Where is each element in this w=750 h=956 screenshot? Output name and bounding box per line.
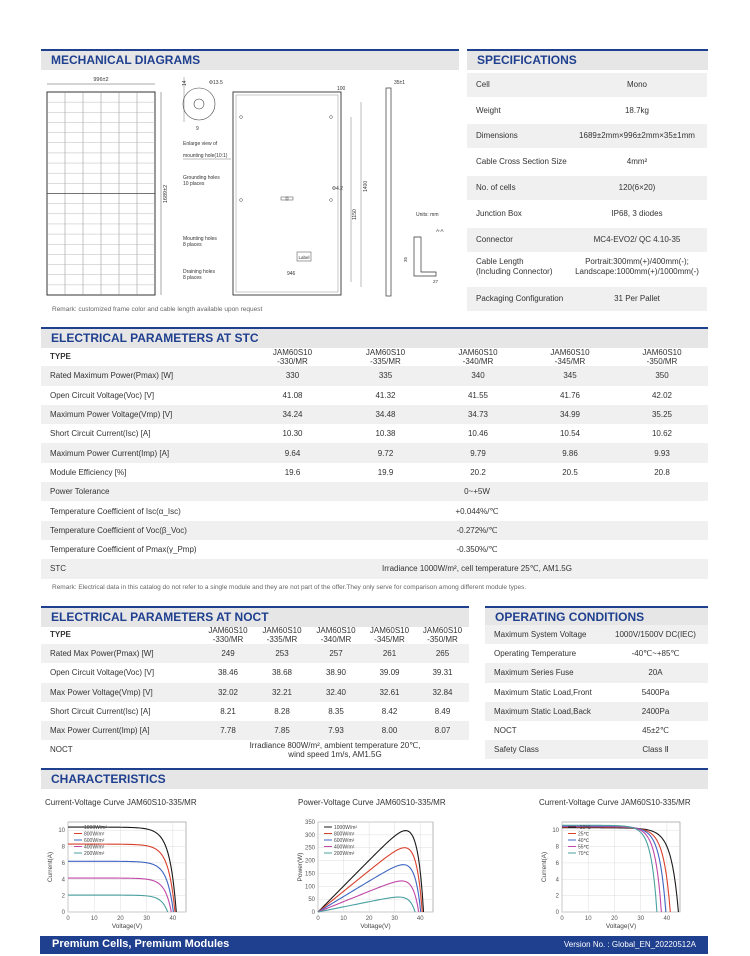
row-label: NOCT <box>50 745 73 755</box>
draining-label: Draining holes <box>183 269 215 275</box>
spec-key: Connector <box>476 235 513 244</box>
iv-temp-chart-title: Current-Voltage Curve JAM60S10-335/MR <box>539 798 691 807</box>
row-value: 9.72 <box>339 443 432 462</box>
row-label: Maximum Power Current(Imp) [A] <box>41 443 246 462</box>
x-tick-label: 30 <box>143 916 151 922</box>
model-header <box>524 347 616 366</box>
span-line: Irradiance 1000W/m², cell temperature 25℃, AM1.5G <box>382 564 572 574</box>
legend-label: 200W/m² <box>334 851 355 857</box>
row-label: Open Circuit Voltage(Voc) [V] <box>50 668 155 678</box>
x-tick-label: 40 <box>663 916 671 922</box>
row-value: 39.09 <box>379 668 400 678</box>
row-value: 345 <box>524 366 616 385</box>
op-value: Class Ⅱ <box>603 740 708 759</box>
row-label: Max Power Voltage(Vmp) [V] <box>41 683 201 702</box>
y-tick-label: 350 <box>304 820 315 826</box>
legend-label: 800W/m² <box>84 831 105 838</box>
op-key: Maximum Series Fuse <box>485 663 603 682</box>
dim-1150: 1150 <box>352 209 358 220</box>
row-value: 32.61 <box>363 683 416 702</box>
hole-dim-c: 9 <box>196 126 199 132</box>
op-value: 1000V/1500V DC(IEC) <box>603 625 708 644</box>
stc-table <box>41 347 708 579</box>
span-line: -0.350%/℃ <box>456 545 498 555</box>
side-profile <box>386 80 444 296</box>
row-span-value <box>246 501 708 520</box>
table-header-row <box>41 347 708 366</box>
spec-row <box>467 202 707 226</box>
model-name: JAM60S10 <box>208 625 248 635</box>
width-dimension: 996±2 <box>93 77 109 83</box>
grounding-count: 10 places <box>183 181 205 187</box>
spec-value-sub: Landscape:1000mm(+)/1000mm(-) <box>575 267 699 276</box>
spec-key: Packaging Configuration <box>476 294 564 303</box>
mechanical-remark: Remark: customized frame color and cable length available upon request <box>52 306 263 313</box>
row-value: 265 <box>416 644 469 663</box>
y-tick-label: 8 <box>555 844 559 851</box>
row-value: 9.79 <box>432 443 524 462</box>
row-value: 34.24 <box>246 405 339 424</box>
dim-27: 27 <box>433 279 439 284</box>
module-back-view <box>233 86 369 295</box>
op-value: 2400Pa <box>603 702 708 721</box>
row-value: 34.73 <box>432 405 524 424</box>
spec-row <box>467 124 707 148</box>
row-value: 10.54 <box>559 429 581 439</box>
op-row <box>485 644 708 663</box>
row-value: 19.9 <box>377 467 394 477</box>
draining-count: 8 places <box>183 275 202 281</box>
span-line: 0~+5W <box>464 487 490 497</box>
model-name: JAM60S10 <box>422 625 463 635</box>
spec-value: 18.7kg <box>624 106 650 115</box>
y-tick-label: 250 <box>304 845 315 852</box>
legend-label: 600W/m² <box>84 838 105 844</box>
spec-value: 1689±2mm×996±2mm×35±1mm <box>579 131 695 140</box>
pv-chart-title: Power-Voltage Curve JAM60S10-335/MR <box>298 798 446 807</box>
x-tick-label: 20 <box>365 916 373 922</box>
y-tick-label: 0 <box>311 910 315 916</box>
span-line: -0.272%/℃ <box>456 525 498 535</box>
op-key: Maximum System Voltage <box>485 625 603 644</box>
spec-key: Weight <box>476 106 501 115</box>
type-label: TYPE <box>50 630 71 640</box>
spec-row <box>467 228 707 252</box>
table-row <box>41 521 708 540</box>
row-value: 41.08 <box>282 390 303 400</box>
row-value: 8.28 <box>274 706 290 716</box>
noct-heading: ELECTRICAL PARAMETERS AT NOCT <box>41 606 469 627</box>
y-tick-label: 100 <box>304 884 315 891</box>
spec-key-sub: (Including Connector) <box>476 267 553 276</box>
y-tick-label: 0 <box>555 910 559 916</box>
row-value: 19.6 <box>284 467 301 477</box>
x-tick-label: 0 <box>66 916 70 922</box>
x-tick-label: 20 <box>117 916 124 922</box>
row-value: 10.30 <box>282 429 303 439</box>
row-value: 7.93 <box>309 721 363 740</box>
model-header <box>432 347 524 366</box>
table-row <box>41 559 708 578</box>
row-value: 32.02 <box>201 683 255 702</box>
model-header <box>309 625 363 644</box>
op-key: Operating Temperature <box>494 649 577 659</box>
row-value: 41.76 <box>559 390 581 400</box>
table-row <box>41 482 708 501</box>
row-value: 41.32 <box>375 390 396 400</box>
table-row <box>41 540 708 559</box>
row-label: Temperature Coefficient of Voc(β_Voc) <box>41 521 246 540</box>
y-tick-label: 10 <box>552 828 559 835</box>
model-suffix: -350/MR <box>427 634 458 644</box>
mechanical-diagrams-heading: MECHANICAL DIAGRAMS <box>41 49 459 70</box>
row-value: 253 <box>255 644 309 663</box>
row-value: 249 <box>201 644 255 663</box>
x-axis-label: Voltage(V) <box>111 923 143 930</box>
table-row <box>41 501 708 520</box>
model-name: JAM60S10 <box>365 347 406 357</box>
spec-key: Dimensions <box>476 131 518 140</box>
row-value: 20.2 <box>470 467 486 477</box>
spec-row <box>467 287 707 311</box>
y-axis-label: Power(W) <box>297 852 304 882</box>
mounting-hole-detail <box>182 77 231 281</box>
dim-phi42: Φ4.2 <box>332 186 343 192</box>
y-tick-label: 4 <box>555 877 559 884</box>
spec-key: Junction Box <box>476 209 522 218</box>
y-tick-label: 6 <box>555 860 559 867</box>
spec-row <box>467 150 707 174</box>
table-row <box>41 683 469 702</box>
row-label: Module Efficiency [%] <box>50 467 127 477</box>
model-suffix: -345/MR <box>554 356 586 366</box>
op-value: -40℃~+85℃ <box>631 649 680 659</box>
op-value: 5400Pa <box>641 687 670 697</box>
x-tick-label: 10 <box>584 916 592 922</box>
x-axis-label: Voltage(V) <box>360 923 391 930</box>
dim-946: 946 <box>287 271 296 277</box>
y-tick-label: 4 <box>61 877 65 884</box>
table-row <box>41 386 708 405</box>
row-span-value <box>246 559 708 578</box>
model-header <box>616 347 708 366</box>
model-suffix: -345/MR <box>374 634 405 644</box>
iv-irradiance-chart <box>42 814 192 932</box>
row-value: 41.55 <box>467 390 489 400</box>
x-tick-label: 30 <box>637 916 645 922</box>
model-header <box>339 347 432 366</box>
row-label: Max Power Current(Imp) [A] <box>41 721 201 740</box>
hole-dim-b: 14 <box>182 80 188 86</box>
row-label: Power Tolerance <box>41 482 246 501</box>
model-name: JAM60S10 <box>316 625 356 635</box>
model-suffix: -330/MR <box>212 634 244 644</box>
table-row <box>41 405 708 424</box>
iv-temperature-chart <box>530 814 690 932</box>
model-header <box>363 625 416 644</box>
stc-remark: Remark: Electrical data in this catalog do not refer to a single module and they are not part of the offer.They only serve for comparison among different module types. <box>52 584 527 591</box>
spec-key: Cable Cross Section Size <box>476 157 567 166</box>
op-row <box>485 721 708 740</box>
footer-bar <box>40 936 708 954</box>
y-tick-label: 200 <box>304 858 315 865</box>
legend-label: 200W/m² <box>84 851 105 857</box>
characteristics-heading: CHARACTERISTICS <box>41 768 708 789</box>
footer-version: Version No. : Global_EN_20220512A <box>563 940 696 949</box>
row-label: Short Circuit Current(Isc) [A] <box>50 706 151 716</box>
row-value: 8.35 <box>328 706 344 716</box>
row-span-value <box>201 740 469 759</box>
pv-irradiance-chart <box>285 814 440 932</box>
row-value: 20.5 <box>562 467 578 477</box>
enlarge-label: Enlarge view of <box>183 141 218 147</box>
spec-value: Mono <box>626 80 647 89</box>
row-label: Short Circuit Current(Isc) [A] <box>50 429 151 439</box>
noct-table <box>41 625 469 759</box>
row-value: 261 <box>363 644 416 663</box>
table-row <box>41 721 469 740</box>
dim-35b: 35 <box>403 256 408 262</box>
legend-label: 25℃ <box>578 831 590 838</box>
row-label: Maximum Power Voltage(Vmp) [V] <box>41 405 246 424</box>
spec-value: IP68, 3 diodes <box>611 209 663 218</box>
model-name: JAM60S10 <box>458 347 498 357</box>
span-line: +0.044%/℃ <box>455 506 499 516</box>
stc-heading: ELECTRICAL PARAMETERS AT STC <box>41 327 708 348</box>
mounting-count: 8 places <box>183 242 202 248</box>
spec-row <box>467 73 707 97</box>
row-label: Rated Maximum Power(Pmax) [W] <box>41 366 246 385</box>
legend-label: 40℃ <box>578 838 590 844</box>
row-label: Open Circuit Voltage(Voc) [V] <box>50 390 155 400</box>
row-value: 8.07 <box>416 721 469 740</box>
units-label: Units: mm <box>416 212 439 218</box>
spec-key: No. of cells <box>476 183 516 192</box>
y-tick-label: 0 <box>61 910 65 916</box>
row-value: 10.46 <box>467 429 489 439</box>
table-row <box>41 424 708 443</box>
y-axis-label: Current(A) <box>47 851 54 883</box>
dim-1400: 1400 <box>363 180 369 192</box>
row-value: 35.25 <box>616 405 708 424</box>
row-value: 257 <box>309 644 363 663</box>
y-tick-label: 300 <box>304 832 315 839</box>
x-axis-label: Voltage(V) <box>605 923 637 930</box>
spec-row <box>467 254 707 284</box>
model-suffix: -335/MR <box>370 356 401 366</box>
spec-key: Cell <box>476 80 490 89</box>
op-key: Maximum Static Load,Back <box>485 702 603 721</box>
row-value: 10.38 <box>375 429 396 439</box>
row-value: 7.78 <box>201 721 255 740</box>
row-value: 9.64 <box>246 443 339 462</box>
row-value: 32.21 <box>255 683 309 702</box>
row-value: 9.93 <box>616 443 708 462</box>
row-value: 350 <box>616 366 708 385</box>
height-dimension: 1689±2 <box>163 184 169 204</box>
table-row <box>41 366 708 385</box>
table-row <box>41 443 708 462</box>
row-value: 9.86 <box>524 443 616 462</box>
y-tick-label: 2 <box>61 893 65 900</box>
hole-dim-a: Φ13.5 <box>209 80 223 86</box>
x-tick-label: 40 <box>416 916 424 922</box>
row-value: 340 <box>432 366 524 385</box>
legend-label: 1000W/m² <box>84 825 108 831</box>
model-header <box>416 625 469 644</box>
y-tick-label: 2 <box>555 893 559 900</box>
row-value: 34.48 <box>339 405 432 424</box>
aa-label: A-A <box>436 228 444 233</box>
model-name: JAM60S10 <box>262 625 302 635</box>
legend-label: 400W/m² <box>334 844 355 851</box>
module-front-view <box>47 77 169 295</box>
row-value: 8.49 <box>434 706 451 716</box>
row-value: 32.84 <box>416 683 469 702</box>
y-tick-label: 150 <box>304 871 315 878</box>
row-label: Temperature Coefficient of Pmax(γ_Pmp) <box>50 545 197 555</box>
x-tick-label: 30 <box>391 916 399 922</box>
span-line-2: wind speed 1m/s, AM1.5G <box>288 749 382 759</box>
op-key: NOCT <box>494 726 517 736</box>
row-value: 38.46 <box>217 668 239 678</box>
y-axis-label: Current(A) <box>541 851 548 883</box>
op-key: Safety Class <box>485 740 603 759</box>
span-line: Irradiance 800W/m², ambient temperature 20℃, <box>249 740 421 750</box>
model-suffix: -340/MR <box>320 634 352 644</box>
table-row <box>41 740 469 759</box>
model-suffix: -335/MR <box>266 634 298 644</box>
table-row <box>41 702 469 721</box>
mechanical-drawing <box>41 72 459 304</box>
row-value: 8.21 <box>220 706 236 716</box>
op-row <box>485 702 708 721</box>
model-header <box>201 625 255 644</box>
row-value: 10.62 <box>651 429 673 439</box>
y-tick-label: 10 <box>58 828 65 835</box>
mounting-hole-label: mounting hole(10:1) <box>183 153 228 159</box>
table-row <box>41 463 708 482</box>
model-name: JAM60S10 <box>272 347 313 357</box>
model-name: JAM60S10 <box>550 347 590 357</box>
y-tick-label: 8 <box>61 844 65 851</box>
row-value: 7.85 <box>255 721 309 740</box>
row-label: Rated Max Power(Pmax) [W] <box>41 644 201 663</box>
legend-label: 55℃ <box>578 844 590 851</box>
op-row <box>485 663 708 682</box>
row-span-value <box>246 521 708 540</box>
spec-value: 4mm² <box>626 157 648 166</box>
model-name: JAM60S10 <box>369 625 410 635</box>
spec-key: Cable Length <box>476 257 524 266</box>
x-tick-label: 40 <box>169 916 177 922</box>
legend-label: 600W/m² <box>334 838 355 844</box>
type-label: TYPE <box>50 352 71 362</box>
model-header <box>246 347 339 366</box>
row-value: 330 <box>246 366 339 385</box>
spec-value: 31 Per Pallet <box>614 294 660 303</box>
spec-value: 120(6×20) <box>618 183 656 192</box>
x-tick-label: 0 <box>560 916 564 922</box>
y-tick-label: 50 <box>308 897 315 904</box>
model-suffix: -330/MR <box>277 356 308 366</box>
dim-100: 100 <box>337 86 346 92</box>
x-tick-label: 20 <box>611 916 618 922</box>
iv-chart-title: Current-Voltage Curve JAM60S10-335/MR <box>45 798 197 807</box>
model-suffix: -340/MR <box>462 356 494 366</box>
model-header <box>255 625 309 644</box>
table-row <box>41 644 469 663</box>
model-suffix: -350/MR <box>646 356 678 366</box>
footer-slogan: Premium Cells, Premium Modules <box>52 938 230 950</box>
op-row <box>485 625 708 644</box>
row-span-value <box>246 482 708 501</box>
row-value: 42.02 <box>651 390 673 400</box>
model-name: JAM60S10 <box>642 347 682 357</box>
row-value: 20.8 <box>654 467 670 477</box>
spec-value: Portrait:300mm(+)/400mm(-); <box>585 257 689 266</box>
op-row <box>485 740 708 759</box>
x-tick-label: 10 <box>340 916 347 922</box>
op-row <box>485 683 708 702</box>
row-label: STC <box>41 559 246 578</box>
spec-row <box>467 176 707 200</box>
row-value: 335 <box>339 366 432 385</box>
op-value: 45±2℃ <box>642 726 669 736</box>
legend-label: 800W/m² <box>334 831 355 838</box>
spec-row <box>467 99 707 123</box>
label-text: Label <box>298 255 310 260</box>
legend-label: 70℃ <box>578 851 590 857</box>
specifications-heading: SPECIFICATIONS <box>467 49 708 70</box>
operating-conditions-heading: OPERATING CONDITIONS <box>485 606 708 627</box>
legend-label: 400W/m² <box>84 844 105 851</box>
dim-35: 35±1 <box>394 80 406 86</box>
legend-label: 1000W/m² <box>334 825 358 831</box>
row-value: 39.31 <box>432 668 453 678</box>
row-value: 38.68 <box>271 668 293 678</box>
row-value: 38.90 <box>325 668 347 678</box>
y-tick-label: 6 <box>61 860 65 867</box>
table-header-row <box>41 625 469 644</box>
op-key: Maximum Static Load,Front <box>494 687 592 697</box>
legend-label: -10℃ <box>578 825 591 831</box>
row-value: 32.40 <box>309 683 363 702</box>
row-value: 8.42 <box>381 706 398 716</box>
spec-value: MC4-EVO2/ QC 4.10-35 <box>593 235 681 244</box>
operating-conditions-table <box>485 625 708 759</box>
row-value: 34.99 <box>524 405 616 424</box>
grounding-label: Grounding holes <box>183 175 220 181</box>
x-tick-label: 0 <box>316 916 320 922</box>
row-value: 8.00 <box>363 721 416 740</box>
x-tick-label: 10 <box>90 916 98 922</box>
op-value: 20A <box>603 663 708 682</box>
row-label: Temperature Coefficient of Isc(α_Isc) <box>50 506 181 516</box>
table-row <box>41 663 469 682</box>
mounting-label: Mounting holes <box>183 236 217 242</box>
row-span-value <box>246 540 708 559</box>
